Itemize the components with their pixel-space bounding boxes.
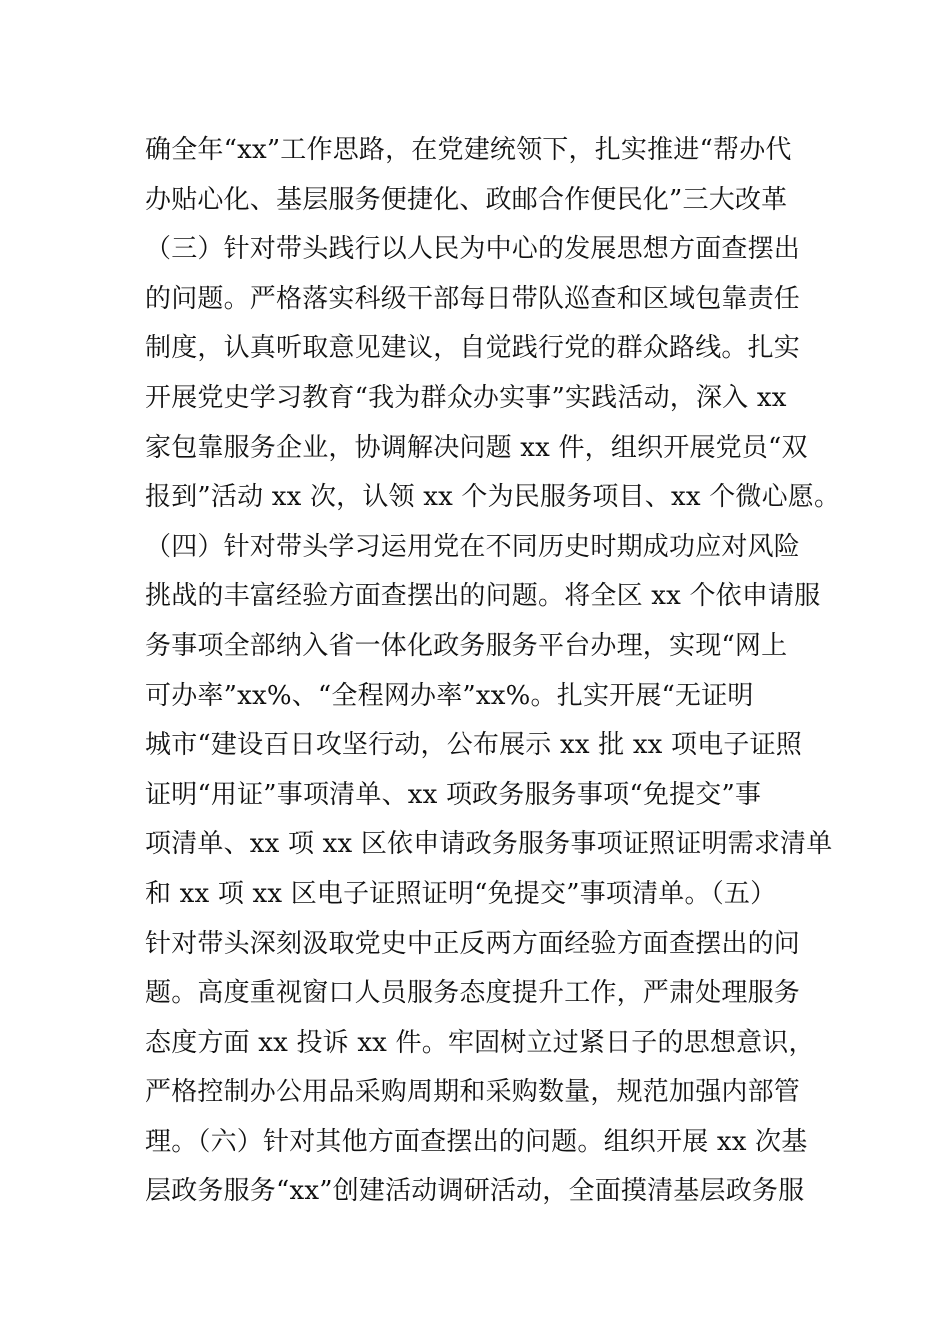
text-line: 可办率”xx%、“全程网办率”xx%。扎实开展“无证明	[145, 680, 754, 711]
text-line: 针对带头深刻汲取党史中正反两方面经验方面查摆出的问	[145, 928, 801, 959]
text-line: （三）针对带头践行以人民为中心的发展思想方面查摆出	[145, 234, 801, 265]
text-line: 态度方面 xx 投诉 xx 件。牢固树立过紧日子的思想意识，	[145, 1027, 815, 1058]
text-line: 严格控制办公用品采购周期和采购数量，规范加强内部管	[145, 1077, 801, 1108]
text-line: 开展党史学习教育“我为群众办实事”实践活动，深入 xx	[145, 382, 787, 413]
text-line: 题。高度重视窗口人员服务态度提升工作，严肃处理服务	[145, 978, 801, 1009]
body-text	[145, 126, 845, 1217]
text-line: 理。（六）针对其他方面查摆出的问题。组织开展 xx 次基	[145, 1126, 808, 1157]
text-line: 和 xx 项 xx 区电子证照证明“免提交”事项清单。（五）	[145, 878, 777, 909]
text-line: 挑战的丰富经验方面查摆出的问题。将全区 xx 个依申请服	[145, 581, 821, 612]
text-line: 制度，认真听取意见建议，自觉践行党的群众路线。扎实	[145, 333, 801, 364]
text-line: 证明“用证”事项清单、xx 项政务服务事项“免提交”事	[145, 779, 762, 810]
text-line: 的问题。严格落实科级干部每日带队巡查和区域包靠责任	[145, 283, 801, 314]
text-line: 报到”活动 xx 次，认领 xx 个为民服务项目、xx 个微心愿。	[145, 482, 841, 513]
text-line: （四）针对带头学习运用党在不同历史时期成功应对风险	[145, 531, 801, 562]
text-line: 务事项全部纳入省一体化政务服务平台办理，实现“网上	[145, 630, 788, 661]
text-line: 城市“建设百日攻坚行动，公布展示 xx 批 xx 项电子证照	[145, 730, 803, 761]
text-line: 家包靠服务企业，协调解决问题 xx 件，组织开展党员“双	[145, 432, 808, 463]
text-line: 层政务服务“xx”创建活动调研活动，全面摸清基层政务服	[145, 1176, 805, 1207]
text-line: 项清单、xx 项 xx 区依申请政务服务事项证照证明需求清单	[145, 829, 833, 860]
text-line: 确全年“xx”工作思路，在党建统领下，扎实推进“帮办代	[145, 135, 792, 165]
text-line: 办贴心化、基层服务便捷化、政邮合作便民化”三大改革	[145, 184, 788, 215]
